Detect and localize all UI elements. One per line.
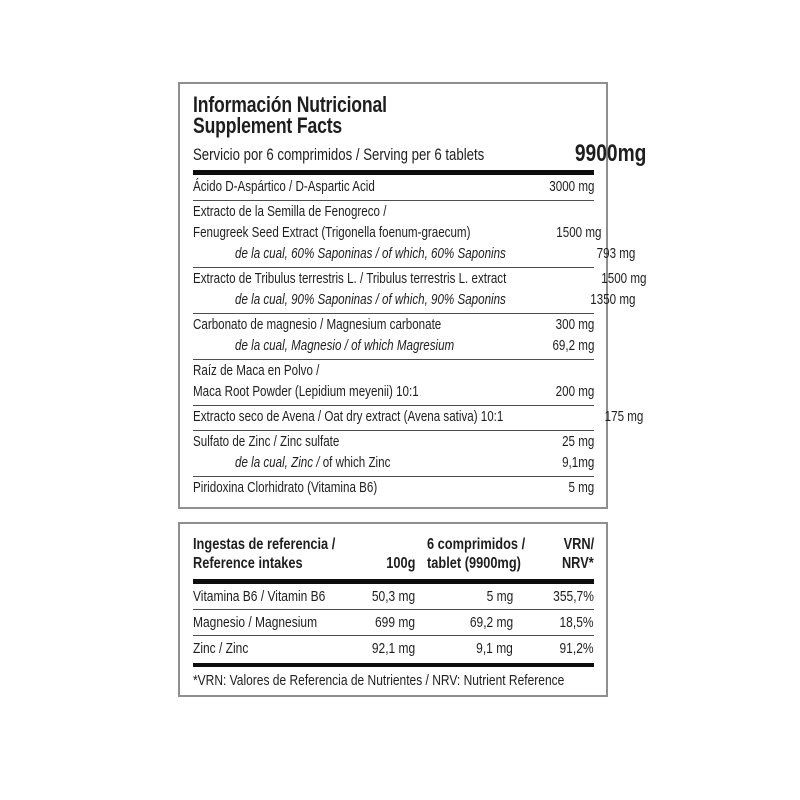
ingredient-name-text: Raíz de Maca en Polvo / bbox=[193, 363, 320, 379]
ingredient-name bbox=[193, 407, 581, 428]
ingredient-row bbox=[193, 361, 594, 382]
ingredient-name bbox=[193, 202, 532, 223]
ingredient-name-text: de la cual, Magnesio / of which Magresium bbox=[235, 338, 455, 354]
ingredient-row bbox=[193, 336, 594, 357]
ingredient-name bbox=[193, 244, 574, 265]
reference-intakes-panel bbox=[178, 522, 608, 697]
ingredient-group bbox=[193, 176, 594, 201]
supplement-facts-panel bbox=[178, 82, 647, 509]
reference-row bbox=[193, 584, 594, 610]
ref-header-per-serving: 6 comprimidos / tablet (9900mg) bbox=[427, 536, 526, 572]
ingredient-value: 5 mg bbox=[568, 480, 594, 496]
nutrition-label bbox=[178, 82, 647, 697]
ingredient-row bbox=[193, 269, 647, 290]
header-divider-bar bbox=[193, 170, 594, 175]
reference-cell-per_100g: 92,1 mg bbox=[371, 640, 415, 657]
ingredient-name bbox=[193, 361, 532, 382]
reference-row bbox=[193, 636, 594, 661]
ingredient-value bbox=[532, 361, 594, 382]
panel-title-es: Información Nutricional bbox=[193, 92, 387, 117]
ingredient-value: 1500 mg bbox=[601, 271, 647, 287]
ingredient-value: 175 mg bbox=[604, 409, 643, 425]
ref-header-100g: 100g bbox=[385, 555, 415, 572]
serving-row bbox=[193, 140, 647, 168]
ingredient-name-text: Extracto seco de Avena / Oat dry extract (Avena sativa) 10:1 bbox=[193, 409, 504, 425]
reference-cell-per_serving: 69,2 mg bbox=[469, 614, 513, 631]
ingredient-row bbox=[193, 223, 602, 244]
ingredient-name-text: Ácido D-Aspártico / D-Aspartic Acid bbox=[193, 179, 375, 195]
reference-cell-nrv: 355,7% bbox=[553, 588, 594, 605]
ingredient-row bbox=[193, 407, 643, 428]
reference-row bbox=[193, 610, 594, 636]
ingredient-list bbox=[193, 176, 647, 501]
panel-title-en: Supplement Facts bbox=[193, 113, 343, 138]
ingredient-name-text: Fenugreek Seed Extract (Trigonella foenum-graecum) bbox=[193, 225, 471, 241]
ingredient-value bbox=[532, 202, 594, 223]
ingredient-value: 3000 mg bbox=[548, 179, 594, 195]
ingredient-row bbox=[193, 315, 594, 336]
ref-header-label: Ingestas de referencia / Reference intakes bbox=[193, 536, 336, 572]
ingredient-name bbox=[193, 177, 532, 198]
reference-rows bbox=[193, 584, 594, 661]
reference-cell-per_serving: 9,1 mg bbox=[476, 640, 513, 657]
ingredient-name-text: Carbonato de magnesio / Magnesium carbonate bbox=[193, 317, 442, 333]
ingredient-group bbox=[193, 314, 594, 360]
ingredient-group bbox=[193, 406, 643, 431]
ingredient-name-text: Maca Root Powder (Lepidium meyenii) 10:1 bbox=[193, 384, 419, 400]
ingredient-value: 793 mg bbox=[596, 246, 636, 262]
ingredient-name-text: Extracto de la Semilla de Fenogreco / bbox=[193, 204, 387, 220]
footnote: *VRN: Valores de Referencia de Nutrientes / NRV: Nutrient Reference bbox=[193, 672, 565, 689]
ingredient-row bbox=[193, 432, 594, 453]
ingredient-name bbox=[193, 478, 532, 499]
ingredient-group bbox=[193, 360, 594, 406]
ingredient-name bbox=[193, 290, 574, 311]
ingredient-name-text: Sulfato de Zinc / Zinc sulfate bbox=[193, 434, 340, 450]
serving-label: Servicio por 6 comprimidos / Serving per 6 tablets bbox=[193, 146, 485, 164]
reference-cell-name: Zinc / Zinc bbox=[193, 640, 249, 657]
ingredient-value: 25 mg bbox=[561, 434, 594, 450]
ingredient-row bbox=[193, 478, 594, 499]
reference-cell-per_100g: 50,3 mg bbox=[371, 588, 415, 605]
ingredient-group bbox=[193, 477, 594, 501]
ingredient-name bbox=[193, 453, 532, 474]
ref-header-nrv: VRN/ NRV* bbox=[562, 536, 594, 572]
ingredient-value: 1500 mg bbox=[556, 225, 602, 241]
ingredient-name-text: Extracto de Tribulus terrestris L. / Tribulus terrestris L. extract bbox=[193, 271, 507, 287]
ingredient-value: 300 mg bbox=[555, 317, 594, 333]
ingredient-row bbox=[193, 244, 636, 265]
ingredient-name-text: de la cual, 60% Saponinas / of which, 60% Saponins bbox=[235, 246, 506, 262]
ingredient-row bbox=[193, 453, 594, 474]
reference-cell-name: Magnesio / Magnesium bbox=[193, 614, 318, 631]
ingredient-row bbox=[193, 177, 594, 198]
ingredient-name-text: de la cual, Zinc / bbox=[235, 455, 323, 471]
ingredient-name bbox=[193, 336, 532, 357]
reference-cell-name: Vitamina B6 / Vitamin B6 bbox=[193, 588, 326, 605]
reference-cell-nrv: 18,5% bbox=[559, 614, 594, 631]
ingredient-row bbox=[193, 290, 636, 311]
ingredient-group bbox=[193, 431, 594, 477]
ingredient-name-text: of which Zinc bbox=[322, 455, 391, 471]
ingredient-group bbox=[193, 268, 647, 314]
ingredient-group bbox=[193, 201, 636, 268]
panel-title bbox=[193, 94, 594, 136]
ingredient-name-text: de la cual, 90% Saponinas / of which, 90% Saponins bbox=[235, 292, 506, 308]
ingredient-value: 200 mg bbox=[555, 384, 594, 400]
reference-cell-nrv: 91,2% bbox=[559, 640, 594, 657]
ingredient-name bbox=[193, 432, 532, 453]
ingredient-name bbox=[193, 269, 585, 290]
ingredient-name-text: Piridoxina Clorhidrato (Vitamina B6) bbox=[193, 480, 378, 496]
ingredient-value: 1350 mg bbox=[590, 292, 636, 308]
ingredient-value: 69,2 mg bbox=[552, 338, 594, 354]
ingredient-row bbox=[193, 382, 594, 403]
ingredient-name bbox=[193, 223, 540, 244]
ingredient-name bbox=[193, 382, 532, 403]
reference-cell-per_100g: 699 mg bbox=[374, 614, 415, 631]
reference-table-header bbox=[193, 530, 594, 577]
reference-cell-per_serving: 5 mg bbox=[486, 588, 513, 605]
serving-value: 9900mg bbox=[574, 140, 647, 167]
ingredient-row bbox=[193, 202, 594, 223]
ingredient-name bbox=[193, 315, 532, 336]
ingredient-value: 9,1mg bbox=[561, 455, 594, 471]
